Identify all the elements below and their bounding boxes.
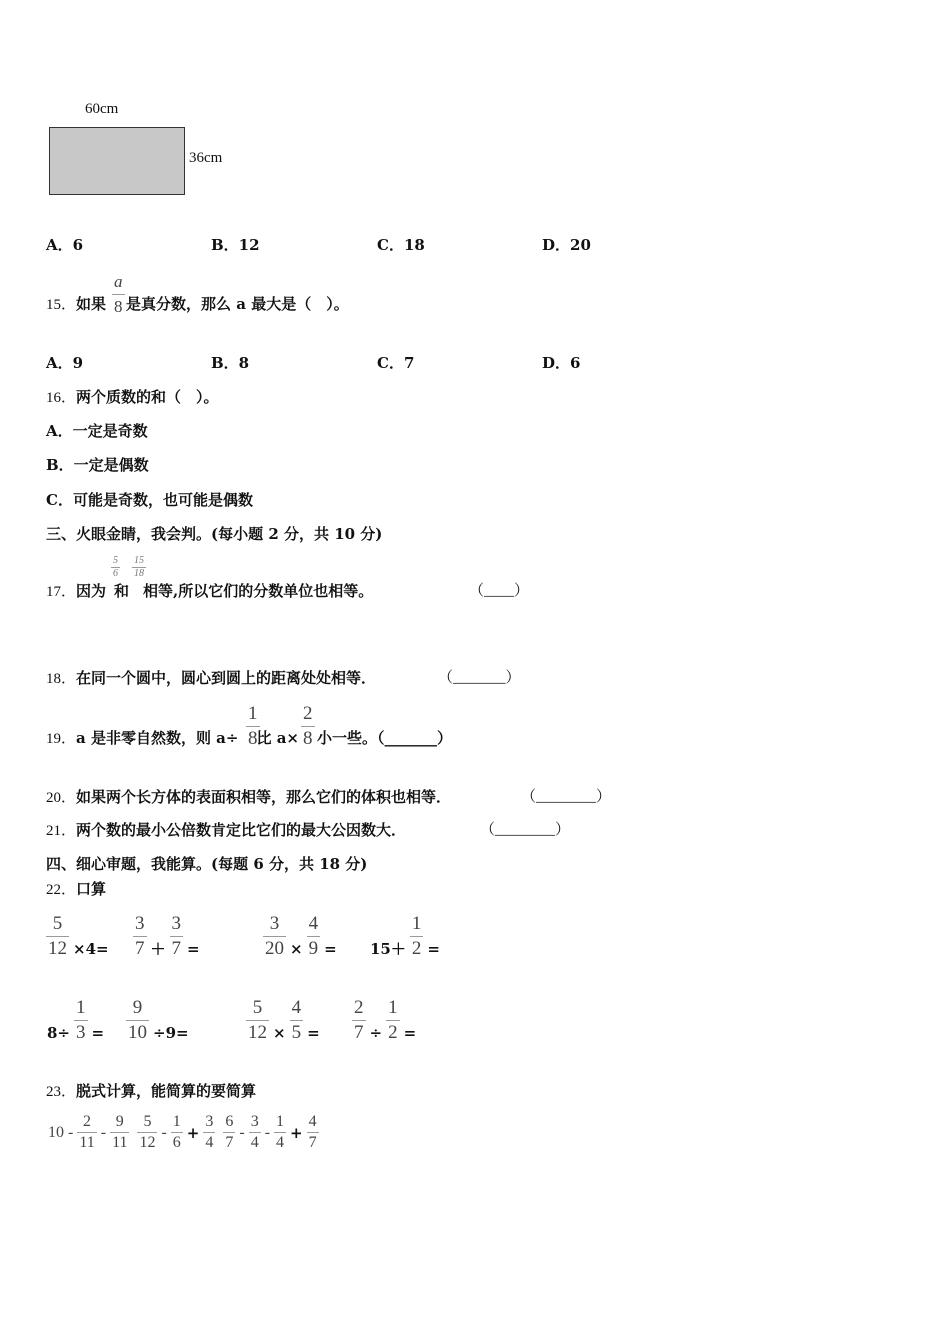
- q23-title: 脱式计算，能简算的要简算: [76, 1082, 257, 1100]
- q19-post: 小一些。（_______）: [316, 729, 452, 747]
- operator: 15＋: [370, 940, 406, 958]
- question-number: 20．: [46, 790, 77, 806]
- denominator: 4: [250, 1134, 259, 1151]
- denominator: 3: [76, 1022, 86, 1043]
- fraction: [133, 912, 147, 961]
- fraction: [307, 912, 321, 961]
- numerator: 1: [172, 1113, 181, 1130]
- q16: [46, 388, 219, 407]
- question-number: 16．: [46, 390, 77, 406]
- fraction: [77, 1112, 96, 1153]
- denominator: 7: [171, 938, 182, 959]
- fraction: [290, 996, 304, 1045]
- q17-fraction-1: $\frac{5}{6}$: [113, 555, 118, 579]
- fraction: [263, 912, 286, 961]
- operator: ÷9=: [153, 1024, 189, 1042]
- q15-option-b: B．8: [211, 354, 250, 372]
- calc-item: [350, 996, 418, 1045]
- operator: -: [239, 1123, 245, 1141]
- q19-fraction-1: $\frac{1}{8}$: [248, 703, 258, 749]
- numerator: 4: [308, 913, 319, 934]
- q20-text: 如果两个长方体的表面积相等，那么它们的体积也相等．: [76, 788, 452, 806]
- operator: -: [100, 1123, 107, 1141]
- denominator: 2: [388, 1022, 398, 1043]
- fraction: [137, 1112, 157, 1153]
- q15-fraction: $\frac{a}{8}$: [110, 270, 127, 319]
- numerator: 3: [250, 1113, 259, 1130]
- operator: =: [187, 940, 200, 958]
- numerator: 2: [354, 997, 364, 1018]
- fraction: [274, 1112, 286, 1153]
- q23: [46, 1082, 256, 1101]
- q17-pre: 因为: [76, 582, 107, 600]
- fraction: [223, 1112, 235, 1153]
- q17: [46, 582, 373, 601]
- q21-answer-blank[interactable]: （________）: [480, 822, 571, 838]
- q14-option-a: A．6: [46, 236, 84, 254]
- fraction: [110, 1112, 129, 1153]
- rectangle-figure: [49, 127, 185, 195]
- q15-pre: 如果: [76, 295, 107, 313]
- height-label: 36cm: [189, 150, 223, 166]
- fraction: [352, 996, 366, 1045]
- fraction: [386, 996, 400, 1045]
- calc-item: [261, 912, 339, 961]
- question-number: 19．: [46, 731, 77, 747]
- numerator: 3: [171, 913, 182, 934]
- section-4-heading: 四、细心审题，我能算。(每题 6 分，共 18 分): [46, 855, 368, 873]
- fraction: [246, 996, 269, 1045]
- operator: ×: [290, 940, 303, 958]
- question-number: 18．: [46, 671, 77, 687]
- operator: =: [403, 1024, 417, 1042]
- calc-item: [131, 912, 202, 961]
- q16-option-a: A．一定是奇数: [46, 422, 148, 440]
- fraction: [249, 1112, 261, 1153]
- denominator: 6: [172, 1134, 181, 1151]
- numerator: 1: [276, 1113, 285, 1130]
- denominator: 11: [79, 1134, 95, 1151]
- q14-option-d: D．20: [542, 236, 591, 254]
- operator: =: [324, 940, 337, 958]
- q22-title: 口算: [76, 880, 107, 898]
- numerator: 3: [135, 913, 145, 934]
- question-number: 15．: [46, 297, 77, 313]
- numerator: 6: [225, 1113, 234, 1130]
- denominator: 4: [276, 1134, 285, 1151]
- q20: [46, 788, 451, 807]
- question-number: 21．: [46, 823, 77, 839]
- q17-post: 相等,所以它们的分数单位也相等。: [143, 582, 374, 600]
- q19-fraction-2: $\frac{2}{8}$: [303, 703, 313, 749]
- numerator: 3: [205, 1113, 214, 1130]
- fraction: [46, 912, 69, 961]
- operator: =: [91, 1024, 105, 1042]
- q15-option-c: C．7: [377, 354, 415, 372]
- operator: =: [427, 940, 440, 958]
- numerator: 2: [83, 1113, 92, 1130]
- q19-mid: 比 a×: [256, 729, 299, 747]
- question-number: 17．: [46, 584, 77, 600]
- q16-text: 两个质数的和（ ）。: [76, 388, 219, 406]
- numerator: 9: [115, 1113, 124, 1130]
- denominator: 20: [265, 938, 284, 959]
- q17-answer-blank[interactable]: （____）: [469, 583, 530, 599]
- operator: -: [161, 1123, 167, 1141]
- denominator: 5: [291, 1022, 302, 1043]
- operator: -: [264, 1123, 271, 1141]
- q21: [46, 821, 406, 840]
- numerator: 5: [252, 997, 263, 1018]
- q23-expression: [46, 1112, 321, 1153]
- numerator: 3: [269, 913, 280, 934]
- q17-mid: 和: [114, 582, 130, 600]
- calc-item: [244, 996, 322, 1045]
- q14-option-b: B．12: [211, 236, 260, 254]
- fraction: [171, 1112, 183, 1153]
- fraction: [126, 996, 149, 1045]
- calc-item: [368, 912, 442, 961]
- calc-item: [44, 912, 111, 961]
- operator: =: [307, 1024, 320, 1042]
- q22: [46, 880, 106, 899]
- denominator: 11: [112, 1134, 128, 1151]
- question-number: 23．: [46, 1084, 77, 1100]
- denominator: 7: [354, 1022, 364, 1043]
- q18-text: 在同一个圆中，圆心到圆上的距离处处相等．: [76, 669, 377, 687]
- numerator: 1: [388, 997, 398, 1018]
- numerator: 4: [308, 1113, 317, 1130]
- q18: [46, 669, 376, 688]
- numerator: 1: [76, 997, 86, 1018]
- q21-text: 两个数的最小公倍数肯定比它们的最大公因数大．: [76, 821, 407, 839]
- denominator: 12: [139, 1134, 156, 1151]
- operator: ×: [273, 1024, 286, 1042]
- q20-answer-blank[interactable]: （________）: [521, 789, 612, 805]
- q15-option-a: A．9: [46, 354, 84, 372]
- operator: +: [290, 1123, 303, 1142]
- denominator: 4: [205, 1134, 214, 1151]
- numerator: 4: [291, 997, 302, 1018]
- q18-answer-blank[interactable]: （_______）: [438, 670, 521, 686]
- numerator: 1: [411, 913, 422, 934]
- fraction: [170, 912, 184, 961]
- q19-pre: a 是非零自然数，则 a÷: [76, 729, 239, 747]
- denominator: 10: [128, 1022, 147, 1043]
- question-number: 22．: [46, 882, 77, 898]
- width-label: 60cm: [85, 101, 119, 117]
- denominator: 7: [308, 1134, 317, 1151]
- calc-item: [45, 996, 106, 1045]
- q15-option-d: D．6: [542, 354, 581, 372]
- numerator: 5: [143, 1113, 152, 1130]
- q16-option-b: B．一定是偶数: [46, 456, 149, 474]
- numerator: 5: [52, 913, 63, 934]
- denominator: 7: [225, 1134, 234, 1151]
- denominator: 7: [135, 938, 145, 959]
- fraction: [203, 1112, 215, 1153]
- numerator: 9: [132, 997, 143, 1018]
- denominator: 12: [248, 1022, 267, 1043]
- denominator: 2: [411, 938, 422, 959]
- operator: +: [186, 1123, 200, 1142]
- operator: ×4=: [73, 940, 109, 958]
- fraction: [410, 912, 424, 961]
- operator: 10 -: [48, 1123, 74, 1141]
- operator: ＋: [150, 940, 166, 958]
- fraction: [74, 996, 88, 1045]
- operator: 8÷: [47, 1024, 71, 1042]
- operator: ÷: [369, 1024, 383, 1042]
- section-3-heading: 三、火眼金睛，我会判。(每小题 2 分，共 10 分): [46, 525, 383, 543]
- q16-option-c: C．可能是奇数，也可能是偶数: [46, 491, 253, 509]
- denominator: 12: [48, 938, 67, 959]
- denominator: 9: [308, 938, 319, 959]
- q15: [46, 295, 349, 314]
- q14-option-c: C．18: [377, 236, 425, 254]
- calc-item: [124, 996, 191, 1045]
- q17-fraction-2: $\frac{15}{18}$: [134, 555, 144, 579]
- fraction: [307, 1112, 319, 1153]
- q15-post: 是真分数，那么 a 最大是（ ）。: [126, 295, 349, 313]
